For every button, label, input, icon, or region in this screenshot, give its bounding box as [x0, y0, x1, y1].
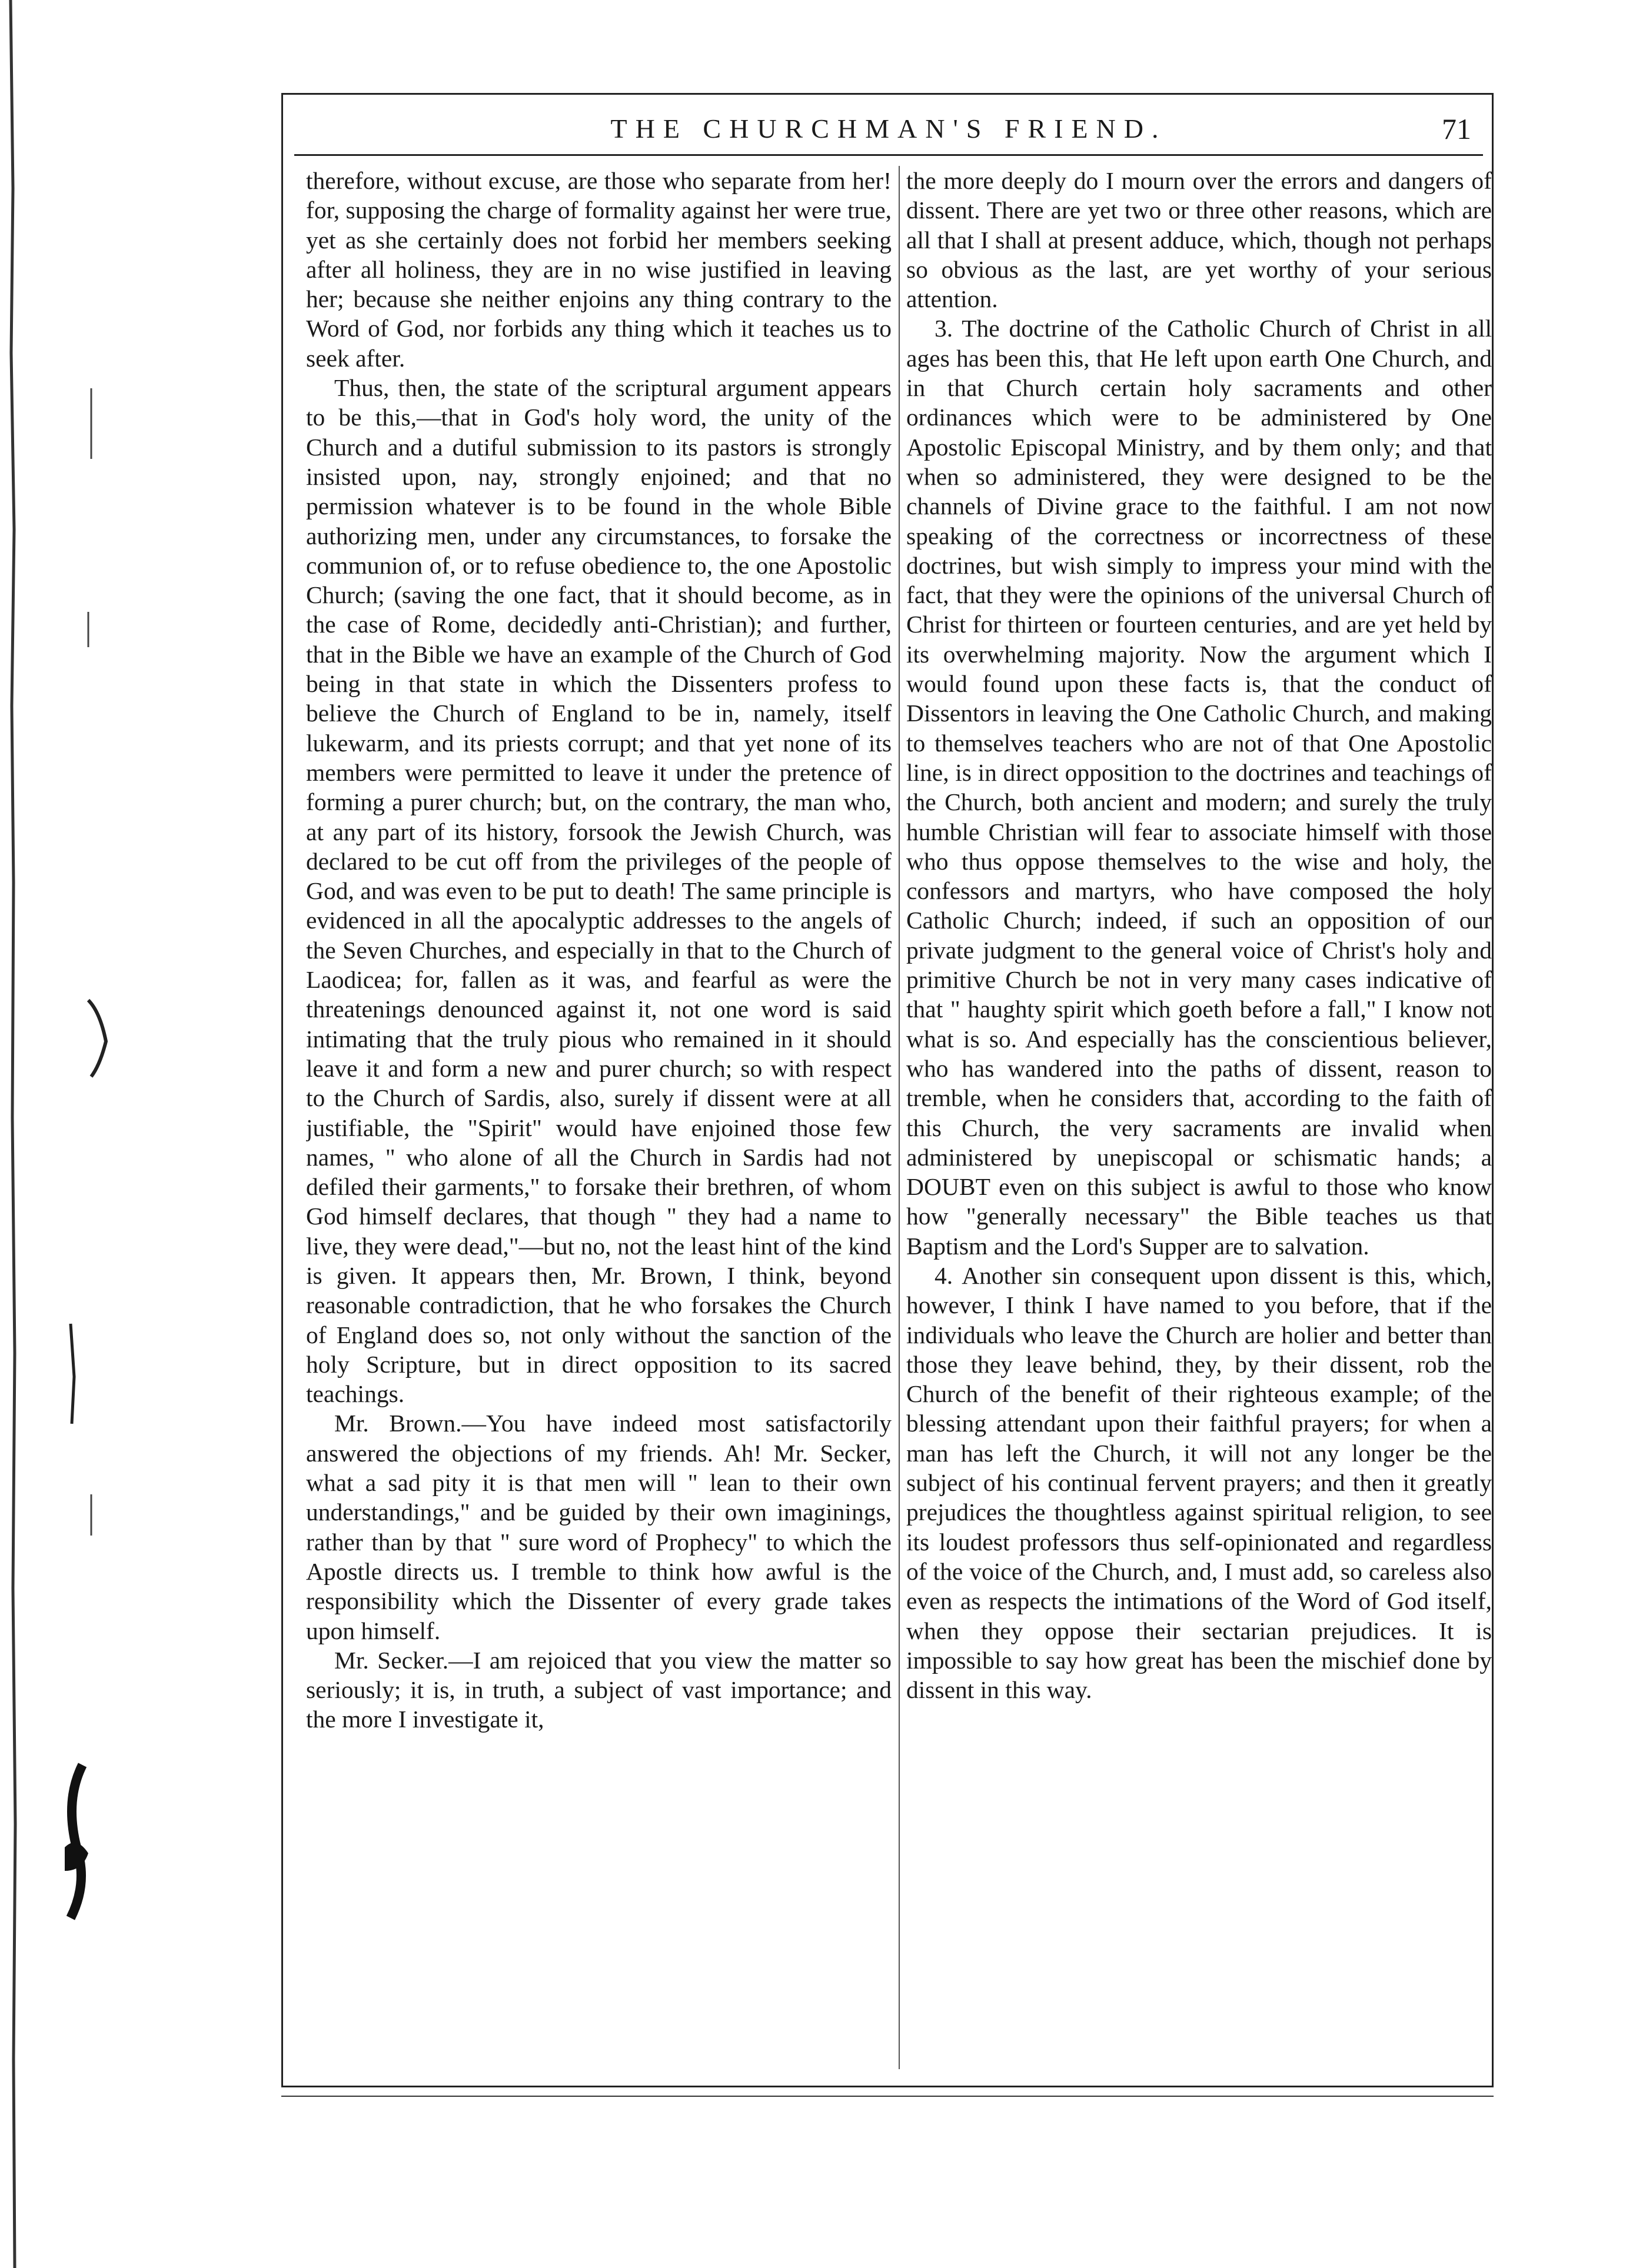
paragraph: Thus, then, the state of the scriptural argument appears to be this,—that in God's holy word, the unity of the Church and a dutiful submission to its pastors is strongly insisted upon, nay, strongly enjoined; and that no permission whatever is to be found in the whole Bible authorizing men, under any circumstances, to forsake the communion of, or to refuse obedience to, the one Apostolic Church; (saving the one fact, that it should become, as in the case of Rome, decidedly anti-Christian); and further, that in the Bible we have an example of the Church of God being in that state in which the Dissenters profess to believe the Church of England to be in, namely, itself lukewarm, and its priests corrupt; and that yet none of its members were permitted to leave it under the pretence of forming a purer church; but, on the contrary, the man who, at any part of its history, forsook the Jewish Church, was declared to be cut off from the privileges of the people of God, and was even to be put to death! The same principle is evidenced in all the apocalyptic addresses to the angels of the Seven Churches, and especially in that to the Church of Laodicea; for, fallen as it was, and fearful as were the threatenings denounced against it, not one word is said intimating that the truly pious who remained in it should leave it and form a new and purer church; so with respect to the Church of Sardis, also, surely if dissent were at all justifiable, the "Spirit" would have enjoined those few names, " who alone of all the Church in Sardis had not defiled their garments," to forsake their brethren, of whom God himself declares, that though " they had a name to live, they were dead,"—but no, not the least hint of the kind is given. It appears then, Mr. Brown, I think, beyond reasonable contradiction, that he who forsakes the Church of England does so, not only without the sanction of the holy Scripture, but in direct opposition to its sacred teachings. — [306, 374, 892, 1408]
paragraph: therefore, without excuse, are those who separate from her! for, supposing the charge of formality against her were true, yet as she certainly does not forbid her members seeking after all holiness, they are in no wise justified in leaving her; because she neither enjoins any thing contrary to the Word of God, nor forbids any thing which it teaches us to seek after. — [306, 167, 892, 372]
running-title: THE CHURCHMAN'S FRIEND. — [610, 114, 1167, 144]
column-divider — [899, 166, 900, 2069]
paragraph: 4. Another sin consequent upon dissent is this, which, however, I think I have named to you before, that if the individuals who leave the Church are holier and better than those they leave behind, they, by their dissent, rob the Church of the benefit of their righteous example; of the blessing attendant upon their faithful prayers; for when a man has left the Church, it will not any longer be the subject of his continual fervent prayers; and then it greatly prejudices the thoughtless against spiritual religion, to see its loudest professors thus self-opinionated and regardless of the voice of the Church, and, I must add, so careless also even as respects the intimations of the Word of God itself, when they oppose their sectarian prejudices. It is impossible to say how great has been the mischief done by dissent in this way. — [906, 1261, 1492, 1704]
paragraph: 3. The doctrine of the Catholic Church of Christ in all ages has been this, that He left upon earth One Church, and in that Church certain holy sacraments and other ordinances which were to be administered by One Apostolic Episcopal Ministry, and by them only; and that when so administered, they were designed to be the channels of Divine grace to the faithful. I am not now speaking of the correctness or incorrectness of these doctrines, but wish simply to impress your mind with the fact, that they were the opinions of the universal Church of Christ for thirteen or fourteen centuries, and are yet held by its overwhelming majority. Now the argument which I would found upon these facts is, that the conduct of Dissentors in leaving the One Catholic Church, and making to themselves teachers who are not of that One Apostolic line, is in direct opposition to the doctrines and teachings of the Church, both ancient and modern; and surely the truly humble Christian will fear to associate himself with those who thus oppose themselves to the wise and holy, the confessors and martyrs, who have composed the holy Catholic Church; indeed, if such an opposition of our private judgment to the general voice of Christ's holy and primitive Church be not in very many cases indicative of that " haughty spirit which goeth before a fall," I know not what is so. And especially has the conscientious believer, who has wandered into the paths of dissent, reason to tremble, when he considers that, according to the faith of this Church, the very sacraments are invalid when administered by unepiscopal or schismatic hands; a DOUBT even on this subject is awful to those who know how "generally necessary" the Bible teaches us that Baptism and the Lord's Supper are to salvation. — [906, 315, 1492, 1260]
running-head — [294, 107, 1483, 156]
left-column — [306, 166, 892, 2072]
bottom-rule — [281, 2096, 1494, 2097]
paragraph: the more deeply do I mourn over the errors and dangers of dissent. There are yet two or three other reasons, which are all that I shall at present adduce, which, though not perhaps so obvious as the last, are yet worthy of your serious attention. — [906, 167, 1492, 313]
right-column — [906, 166, 1492, 2072]
page-number: 71 — [1442, 112, 1471, 145]
paragraph: Mr. Brown.—You have indeed most satisfactorily answered the objections of my friends. Ah! Mr. Secker, what a sad pity it is that men will " lean to their own understandings," and be guided by their own imaginings, rather than by that " sure word of Prophecy" to which the Apostle directs us. I tremble to think how awful is the responsibility which the Dissenter of every grade takes upon himself. — [306, 1410, 892, 1644]
paragraph: Mr. Secker.—I am rejoiced that you view the matter so seriously; it is, in truth, a subject of vast importance; and the more I investigate it, — [306, 1646, 892, 1733]
binding-edge-marks — [0, 0, 141, 2268]
